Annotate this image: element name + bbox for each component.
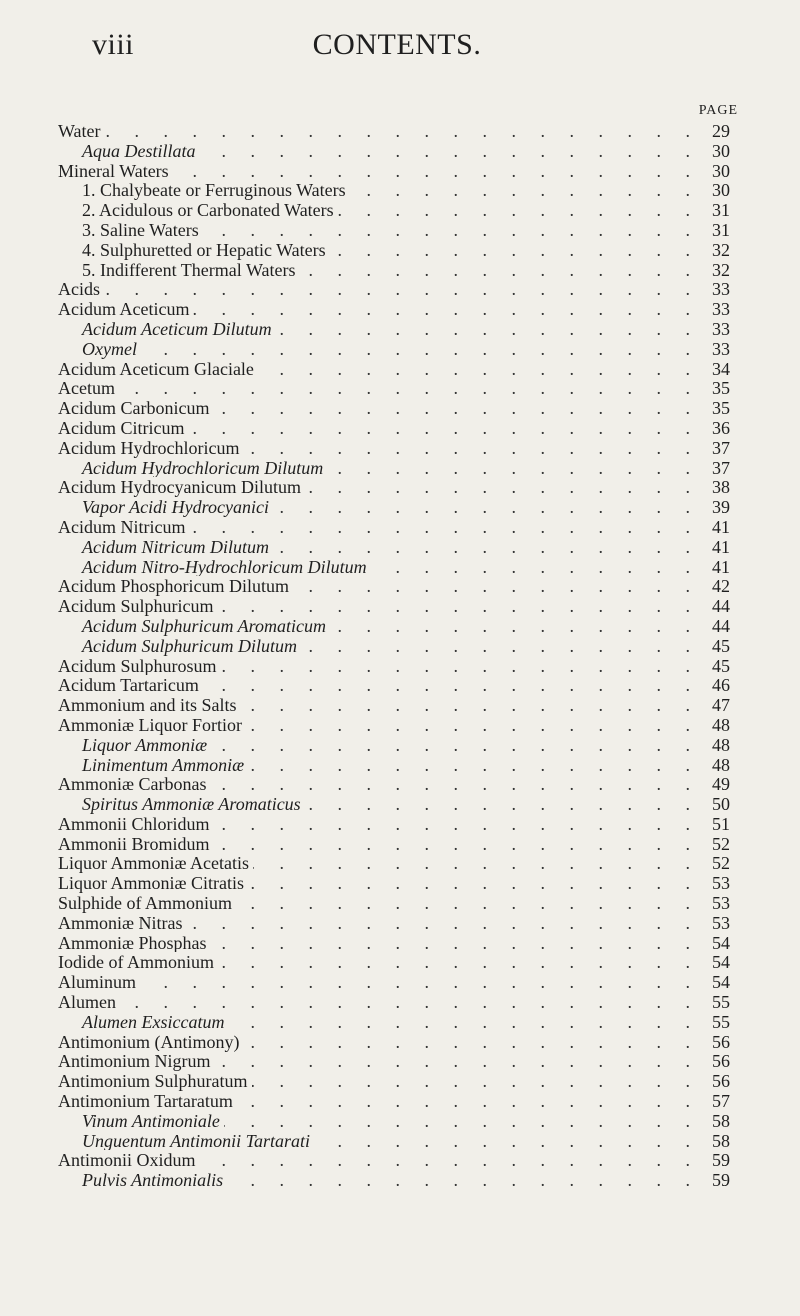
contents-entry	[58, 934, 800, 954]
contents-entry	[58, 577, 800, 597]
contents-entry	[82, 459, 800, 479]
entry-page-number: 55	[712, 992, 730, 1013]
entry-title: Ammonii Bromidum	[58, 834, 214, 854]
entry-title: Ammoniæ Carbonas	[58, 774, 211, 794]
contents-entry	[58, 716, 800, 736]
entry-title: Antimonium Sulphuratum	[58, 1071, 252, 1091]
entry-title: Acidum Sulphurosum	[58, 656, 221, 676]
entry-page-number: 55	[712, 1011, 730, 1032]
entry-title: Vapor Acidi Hydrocyanici	[82, 497, 273, 517]
contents-entry	[58, 775, 800, 795]
entry-title: Acidum Sulphuricum Aromaticum	[82, 616, 330, 636]
entry-page-number: 33	[712, 279, 730, 300]
entry-title: Acetum	[58, 378, 119, 398]
entry-title: Spiritus Ammoniæ Aromaticus	[82, 794, 305, 814]
entry-page-number: 33	[712, 299, 730, 320]
entry-page-number: 49	[712, 774, 730, 795]
entry-title: Ammoniæ Liquor Fortior	[58, 715, 246, 735]
entry-page-number: 54	[712, 952, 730, 973]
entry-title: Antimonium Nigrum	[58, 1051, 215, 1071]
entry-title: 5. Indifferent Thermal Waters	[82, 260, 299, 280]
entry-page-number: 58	[712, 1130, 730, 1151]
entry-title: Mineral Waters	[58, 161, 173, 181]
contents-entry	[58, 419, 800, 439]
contents-entry	[58, 874, 800, 894]
contents-entry	[82, 498, 800, 518]
contents-entry	[58, 1092, 800, 1112]
entry-page-number: 56	[712, 1051, 730, 1072]
contents-entry	[58, 676, 800, 696]
contents-entry	[58, 993, 800, 1013]
entry-page-number: 29	[712, 121, 730, 141]
entry-title: Acidum Nitro-Hydrochloricum Dilutum	[82, 557, 371, 577]
contents-entry	[82, 320, 800, 340]
entry-page-number: 42	[712, 576, 730, 597]
entry-title: Iodide of Ammonium	[58, 952, 218, 972]
entry-page-number: 36	[712, 417, 730, 438]
entry-title: Aluminum	[58, 972, 140, 992]
entry-page-number: 33	[712, 318, 730, 339]
contents-entry	[58, 122, 800, 142]
entry-title: Sulphide of Ammonium	[58, 893, 236, 913]
contents-entry	[58, 1072, 800, 1092]
entry-page-number: 53	[712, 893, 730, 914]
entry-page-number: 41	[712, 536, 730, 557]
page-folio: viii	[92, 28, 135, 61]
contents-list	[0, 122, 800, 1191]
contents-entry	[58, 518, 800, 538]
entry-page-number: 44	[712, 615, 730, 636]
entry-page-number: 52	[712, 833, 730, 854]
entry-page-number: 35	[712, 378, 730, 399]
entry-page-number: 32	[712, 239, 730, 260]
entry-title: Ammonium and its Salts	[58, 695, 241, 715]
entry-page-number: 38	[712, 477, 730, 498]
entry-page-number: 52	[712, 853, 730, 874]
contents-entry	[82, 201, 800, 221]
entry-title: Antimonii Oxidum	[58, 1150, 200, 1170]
contents-entry	[58, 815, 800, 835]
contents-entry	[82, 736, 800, 756]
entry-title: Acidum Tartaricum	[58, 675, 203, 695]
entry-title: Acidum Phosphoricum Dilutum	[58, 576, 293, 596]
entry-page-number: 32	[712, 259, 730, 280]
entry-page-number: 37	[712, 457, 730, 478]
entry-title: Liquor Ammoniæ	[82, 735, 211, 755]
contents-entry	[82, 261, 800, 281]
entry-title: Oxymel	[82, 339, 141, 359]
contents-entry	[58, 914, 800, 934]
entry-page-number: 56	[712, 1071, 730, 1092]
entry-page-number: 31	[712, 200, 730, 221]
entry-title: Liquor Ammoniæ Citratis	[58, 873, 248, 893]
contents-entry	[82, 181, 800, 201]
entry-title: 2. Acidulous or Carbonated Waters	[82, 200, 338, 220]
contents-entry	[58, 1033, 800, 1053]
dot-leader	[82, 340, 700, 360]
running-title: CONTENTS.	[312, 28, 482, 61]
entry-title: Acidum Hydrochloricum	[58, 438, 243, 458]
entry-title: 4. Sulphuretted or Hepatic Waters	[82, 240, 330, 260]
entry-page-number: 57	[712, 1091, 730, 1112]
entry-title: Pulvis Antimonialis	[82, 1170, 227, 1190]
entry-title: Acidum Citricum	[58, 418, 188, 438]
entry-page-number: 48	[712, 734, 730, 755]
contents-entry	[58, 953, 800, 973]
entry-page-number: 45	[712, 655, 730, 676]
entry-title: Acidum Sulphuricum	[58, 596, 218, 616]
contents-entry	[82, 1171, 800, 1191]
entry-page-number: 44	[712, 596, 730, 617]
contents-entry	[82, 340, 800, 360]
contents-entry	[58, 1052, 800, 1072]
contents-entry	[82, 756, 800, 776]
contents-entry	[58, 478, 800, 498]
entry-page-number: 33	[712, 338, 730, 359]
contents-entry	[58, 399, 800, 419]
entry-page-number: 59	[712, 1150, 730, 1171]
page-column-label: PAGE	[698, 103, 738, 118]
contents-entry	[82, 617, 800, 637]
contents-entry	[82, 1112, 800, 1132]
entry-title: Acidum Carbonicum	[58, 398, 213, 418]
entry-title: Water	[58, 121, 105, 141]
entry-title: Acidum Hydrocyanicum Dilutum	[58, 477, 305, 497]
entry-page-number: 41	[712, 516, 730, 537]
entry-title: Vinum Antimoniale	[82, 1111, 224, 1131]
contents-entry	[58, 894, 800, 914]
dot-leader	[58, 973, 700, 993]
entry-page-number: 54	[712, 972, 730, 993]
dot-leader	[58, 993, 700, 1013]
contents-entry	[58, 973, 800, 993]
entry-page-number: 53	[712, 912, 730, 933]
entry-title: 3. Saline Waters	[82, 220, 203, 240]
contents-entry	[58, 657, 800, 677]
entry-title: Acidum Aceticum Glaciale	[58, 359, 258, 379]
contents-entry	[58, 280, 800, 300]
contents-entry	[82, 558, 800, 578]
entry-page-number: 54	[712, 932, 730, 953]
contents-entry	[58, 300, 800, 320]
entry-title: Alumen Exsiccatum	[82, 1012, 228, 1032]
dot-leader	[58, 280, 700, 300]
contents-entry	[82, 221, 800, 241]
entry-page-number: 48	[712, 714, 730, 735]
entry-title: Antimonium (Antimony)	[58, 1032, 244, 1052]
contents-entry	[82, 1132, 800, 1152]
entry-page-number: 34	[712, 358, 730, 379]
entry-title: Acidum Aceticum	[58, 299, 193, 319]
entry-title: Antimonium Tartaratum	[58, 1091, 237, 1111]
entry-page-number: 37	[712, 437, 730, 458]
contents-entry	[58, 162, 800, 182]
entry-title: Ammonii Chloridum	[58, 814, 214, 834]
entry-page-number: 56	[712, 1031, 730, 1052]
entry-page-number: 51	[712, 813, 730, 834]
contents-entry	[82, 1013, 800, 1033]
entry-page-number: 50	[712, 794, 730, 815]
entry-page-number: 53	[712, 873, 730, 894]
entry-title: Acidum Aceticum Dilutum	[82, 319, 276, 339]
entry-title: Alumen	[58, 992, 120, 1012]
entry-page-number: 39	[712, 497, 730, 518]
entry-title: Liquor Ammoniæ Acetatis	[58, 853, 253, 873]
entry-page-number: 47	[712, 695, 730, 716]
entry-title: Unguentum Antimonii Tartarati	[82, 1131, 314, 1151]
entry-page-number: 45	[712, 635, 730, 656]
entry-page-number: 41	[712, 556, 730, 577]
contents-entry	[58, 379, 800, 399]
dot-leader	[58, 122, 700, 142]
dot-leader	[58, 379, 700, 399]
entry-page-number: 48	[712, 754, 730, 775]
entry-title: Ammoniæ Nitras	[58, 913, 187, 933]
contents-entry	[82, 241, 800, 261]
contents-entry	[58, 1151, 800, 1171]
contents-entry	[58, 597, 800, 617]
contents-entry	[58, 835, 800, 855]
entry-page-number: 35	[712, 398, 730, 419]
entry-title: 1. Chalybeate or Ferruginous Waters	[82, 180, 350, 200]
contents-entry	[58, 696, 800, 716]
contents-entry	[58, 439, 800, 459]
contents-entry	[82, 637, 800, 657]
contents-entry	[58, 854, 800, 874]
entry-page-number: 46	[712, 675, 730, 696]
entry-title: Ammoniæ Phosphas	[58, 933, 211, 953]
entry-page-number: 30	[712, 160, 730, 181]
entry-title: Acids	[58, 279, 104, 299]
entry-title: Acidum Sulphuricum Dilutum	[82, 636, 301, 656]
contents-entry	[82, 538, 800, 558]
entry-title: Acidum Hydrochloricum Dilutum	[82, 458, 327, 478]
contents-entry	[82, 795, 800, 815]
entry-page-number: 59	[712, 1170, 730, 1191]
contents-entry	[82, 142, 800, 162]
entry-title: Aqua Destillata	[82, 141, 200, 161]
entry-title: Acidum Nitricum	[58, 517, 189, 537]
entry-page-number: 30	[712, 180, 730, 201]
page-header	[92, 28, 702, 68]
entry-page-number: 30	[712, 140, 730, 161]
entry-page-number: 31	[712, 219, 730, 240]
entry-page-number: 58	[712, 1110, 730, 1131]
contents-entry	[58, 360, 800, 380]
entry-title: Linimentum Ammoniæ	[82, 755, 248, 775]
entry-title: Acidum Nitricum Dilutum	[82, 537, 273, 557]
